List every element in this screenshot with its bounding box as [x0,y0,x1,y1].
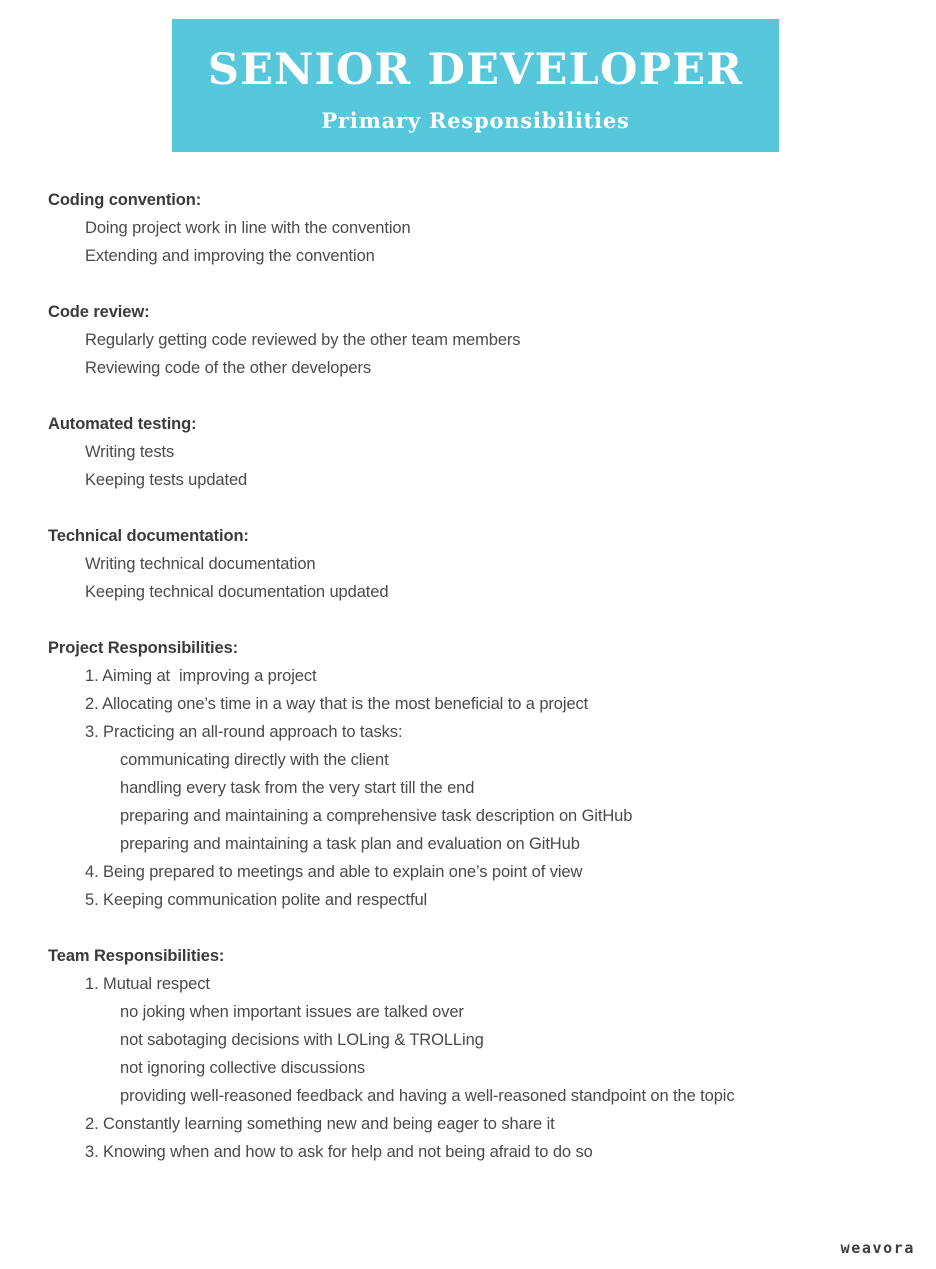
sub-list-item: providing well-reasoned feedback and having a well-reasoned standpoint on the topic [120,1087,735,1105]
section-heading: Project Responsibilities: [48,639,239,657]
list-item: 2. Constantly learning something new and being eager to share it [85,1115,555,1133]
list-item: Keeping technical documentation updated [85,583,389,601]
list-item: Writing tests [85,443,175,461]
responsibility-section [0,298,936,382]
sub-list-item: handling every task from the very start till the end [120,779,475,797]
list-item: 4. Being prepared to meetings and able to explain one’s point of view [85,863,583,881]
sub-list-item: not sabotaging decisions with LOLing & TROLLing [120,1031,484,1049]
list-item: Reviewing code of the other developers [85,359,372,377]
responsibility-section [0,942,936,1166]
section-heading: Technical documentation: [48,527,249,545]
responsibility-section [0,186,936,270]
sub-list-item: communicating directly with the client [120,751,389,769]
responsibilities-content [0,186,936,1166]
section-heading: Coding convention: [48,191,202,209]
section-heading: Code review: [48,303,150,321]
list-item: Writing technical documentation [85,555,316,573]
sub-list-item: preparing and maintaining a comprehensive task description on GitHub [120,807,633,825]
sub-list-item: no joking when important issues are talked over [120,1003,464,1021]
list-item: 1. Mutual respect [85,975,210,993]
list-item: Extending and improving the convention [85,247,375,265]
list-item: Doing project work in line with the convention [85,219,411,237]
responsibility-section [0,634,936,914]
list-item: Keeping tests updated [85,471,248,489]
list-item: 2. Allocating one’s time in a way that is the most beneficial to a project [85,695,589,713]
sub-list-item: not ignoring collective discussions [120,1059,366,1077]
section-heading: Team Responsibilities: [48,947,225,965]
list-item: 5. Keeping communication polite and respectful [85,891,428,909]
list-item: 1. Aiming at improving a project [85,667,317,685]
list-item: Regularly getting code reviewed by the other team members [85,331,521,349]
page-title: SENIOR DEVELOPER [207,45,744,95]
list-item: 3. Knowing when and how to ask for help and not being afraid to do so [85,1143,593,1161]
section-heading: Automated testing: [48,415,197,433]
page-subtitle: Primary Responsibilities [321,108,630,133]
sub-list-item: preparing and maintaining a task plan and evaluation on GitHub [120,835,580,853]
weavora-logo: weavora [840,1239,915,1257]
responsibility-section [0,522,936,606]
page-header-banner [172,19,779,152]
list-item: 3. Practicing an all-round approach to tasks: [85,723,403,741]
responsibility-section [0,410,936,494]
